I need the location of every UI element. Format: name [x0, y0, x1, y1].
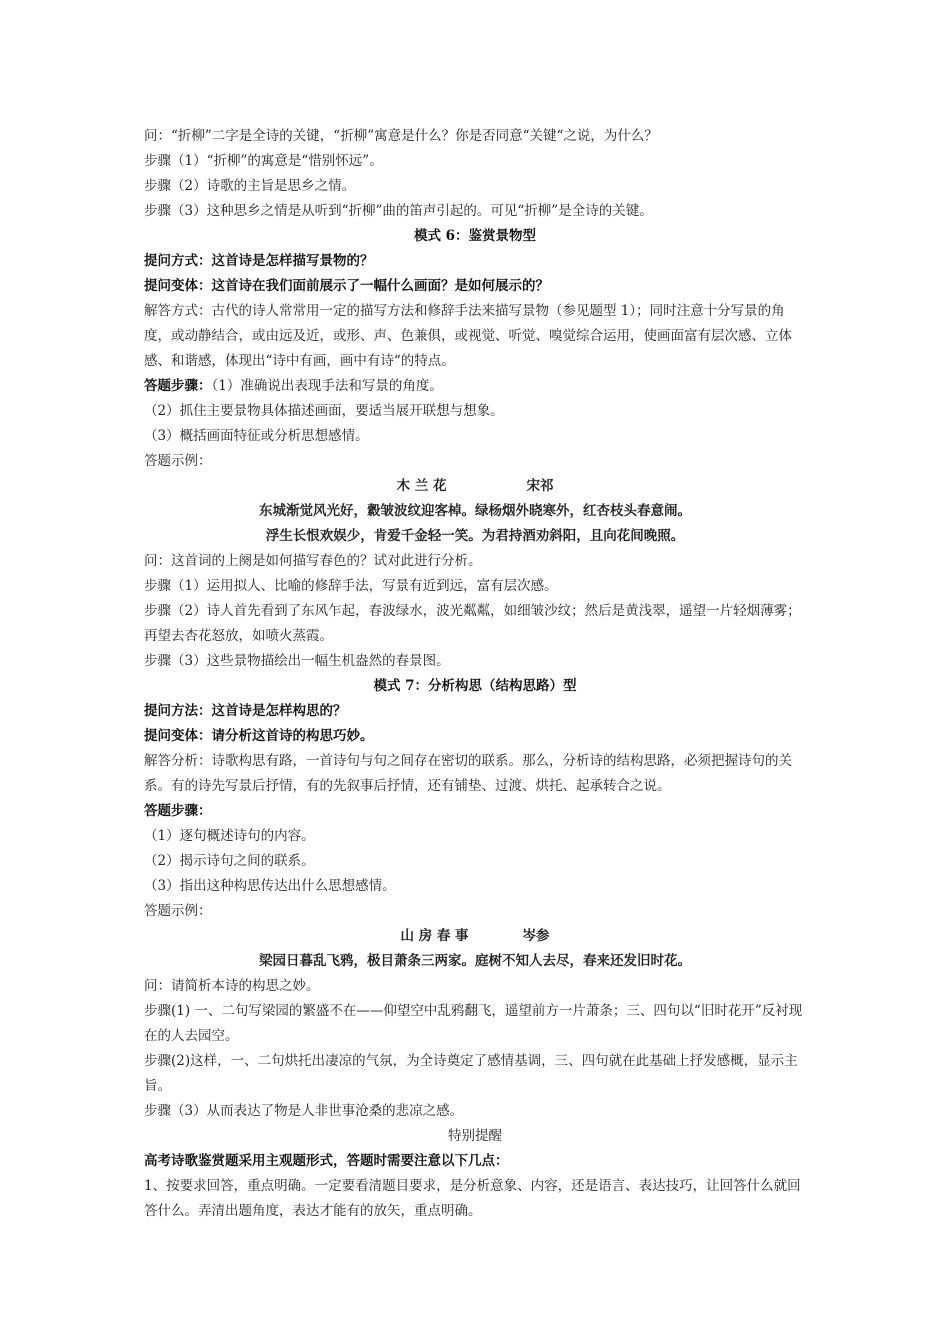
special-reminder-lead: 高考诗歌鉴赏题采用主观题形式，答题时需要注意以下几点： [144, 1153, 509, 1169]
mode-7-question-form: 提问方法：这首诗是怎样构思的？ [144, 703, 347, 719]
mode-7-step-1: （1）逐句概述诗句的内容。 [144, 828, 315, 844]
document-body [144, 124, 806, 1224]
mode-6-step-3: （3）概括画面特征或分析思想感情。 [144, 428, 369, 444]
poem-2-step-3: 步骤（3）从而表达了物是人非世事沧桑的悲凉之感。 [144, 1103, 464, 1119]
mode-7-heading: 模式 7：分析构思（结构思路）型 [373, 678, 577, 694]
poem-2-question: 问：请简析本诗的构思之妙。 [144, 978, 320, 994]
special-reminder-heading: 特别提醒 [448, 1128, 502, 1144]
step-3-zheliu: 步骤（3）这种思乡之情是从听到“折柳”曲的笛声引起的。可见“折柳”是全诗的关键。 [144, 203, 653, 219]
poem-1-line-2: 浮生长恨欢娱少，肯爱千金轻一笑。为君持酒劝斜阳，且向花间晚照。 [265, 528, 685, 544]
mode-6-example-label: 答题示例： [144, 453, 212, 469]
mode-7-step-2: （2）揭示诗句之间的联系。 [144, 853, 315, 869]
poem-2-title: 山 房 春 事 [400, 928, 469, 944]
poem-1-step-2: 步骤（2）诗人首先看到了东风乍起，春波绿水，波光粼粼，如细皱沙纹；然后是黄浅翠，遥望一片轻烟薄雾；再望去杏花怒放，如喷火蒸霞。 [144, 603, 801, 644]
poem-2-author: 岑参 [522, 928, 550, 944]
mode-7-question-variant: 提问变体：请分析这首诗的构思巧妙。 [144, 728, 374, 744]
poem-1-author: 宋祁 [526, 478, 554, 494]
mode-7-example-label: 答题示例： [144, 903, 212, 919]
question-zheliu: 问：“折柳”二字是全诗的关键，“折柳”寓意是什么？你是否同意“关键“之说，为什么？ [144, 128, 658, 144]
step-2-zheliu: 步骤（2）诗歌的主旨是思乡之情。 [144, 178, 356, 194]
mode-6-heading: 模式 6：鉴赏景物型 [413, 228, 537, 244]
poem-2-step-2: 步骤(2)这样，一、二句烘托出凄凉的气氛，为全诗奠定了感情基调，三、四句就在此基础上抒发感概，显示主旨。 [144, 1053, 798, 1094]
mode-6-question-form: 提问方式：这首诗是怎样描写景物的？ [144, 253, 374, 269]
poem-1-title: 木 兰 花 [396, 478, 447, 494]
poem-1-line-1: 东城渐觉风光好，縠皱波纹迎客棹。绿杨烟外晓寒外，红杏枝头春意闹。 [259, 503, 691, 519]
poem-2-step-1: 步骤(1) 一、二句写梁园的繁盛不在——仰望空中乱鸦翻飞，遥望前方一片萧条；三、四句以“旧时花开”反衬现在的人去园空。 [144, 1003, 803, 1044]
special-reminder-item-1: 1、按要求回答，重点明确。一定要看清题目要求，是分析意象、内容，还是语言、表达技巧，让回答什么就回答什么。弄清出题角度，表达才能有的放矢，重点明确。 [144, 1178, 801, 1219]
poem-1-question: 问：这首词的上阕是如何描写春色的？试对此进行分析。 [144, 553, 482, 569]
mode-6-step-1-line [144, 374, 806, 399]
mode-6-step-2: （2）抓住主要景物具体描述画面，要适当展开联想与想象。 [144, 403, 504, 419]
mode-7-steps-label: 答题步骤： [144, 803, 212, 819]
poem-2-line-1: 梁园日暮乱飞鸦，极目萧条三两家。庭树不知人去尽，春来还发旧时花。 [259, 953, 691, 969]
poem-1-step-1: 步骤（1）运用拟人、比喻的修辞手法，写景有近到远，富有层次感。 [144, 578, 558, 594]
mode-6-answer-method: 解答方式：古代的诗人常常用一定的描写方法和修辞手法来描写景物（参见题型 1）；同时注意十分写景的角度，或动静结合，或由远及近，或形、声、色兼俱，或视觉、听觉、嗅觉综合运用，使画面富有层次感、立体感、和谐感，体现出“诗中有画，画中有诗“的特点。 [144, 303, 792, 369]
mode-6-steps-label: 答题步骤： [144, 378, 212, 394]
mode-7-answer-analysis: 解答分析：诗歌构思有路，一首诗句与句之间存在密切的联系。那么，分析诗的结构思路，必须把握诗句的关系。有的诗先写景后抒情，有的先叙事后抒情，还有铺垫、过渡、烘托、起承转合之说。 [144, 753, 792, 794]
poem-1-step-3: 步骤（3）这些景物描绘出一幅生机盎然的春景图。 [144, 653, 450, 669]
step-1-zheliu: 步骤（1）“折柳”的寓意是“惜别怀远”。 [144, 153, 383, 169]
mode-6-question-variant: 提问变体：这首诗在我们面前展示了一幅什么画面？是如何展示的？ [144, 278, 549, 294]
mode-7-step-3: （3）指出这种构思传达出什么思想感情。 [144, 878, 396, 894]
poem-2-heading [144, 924, 806, 949]
poem-1-heading [144, 474, 806, 499]
mode-6-step-1: （1）准确说出表现手法和写景的角度。 [211, 378, 443, 394]
